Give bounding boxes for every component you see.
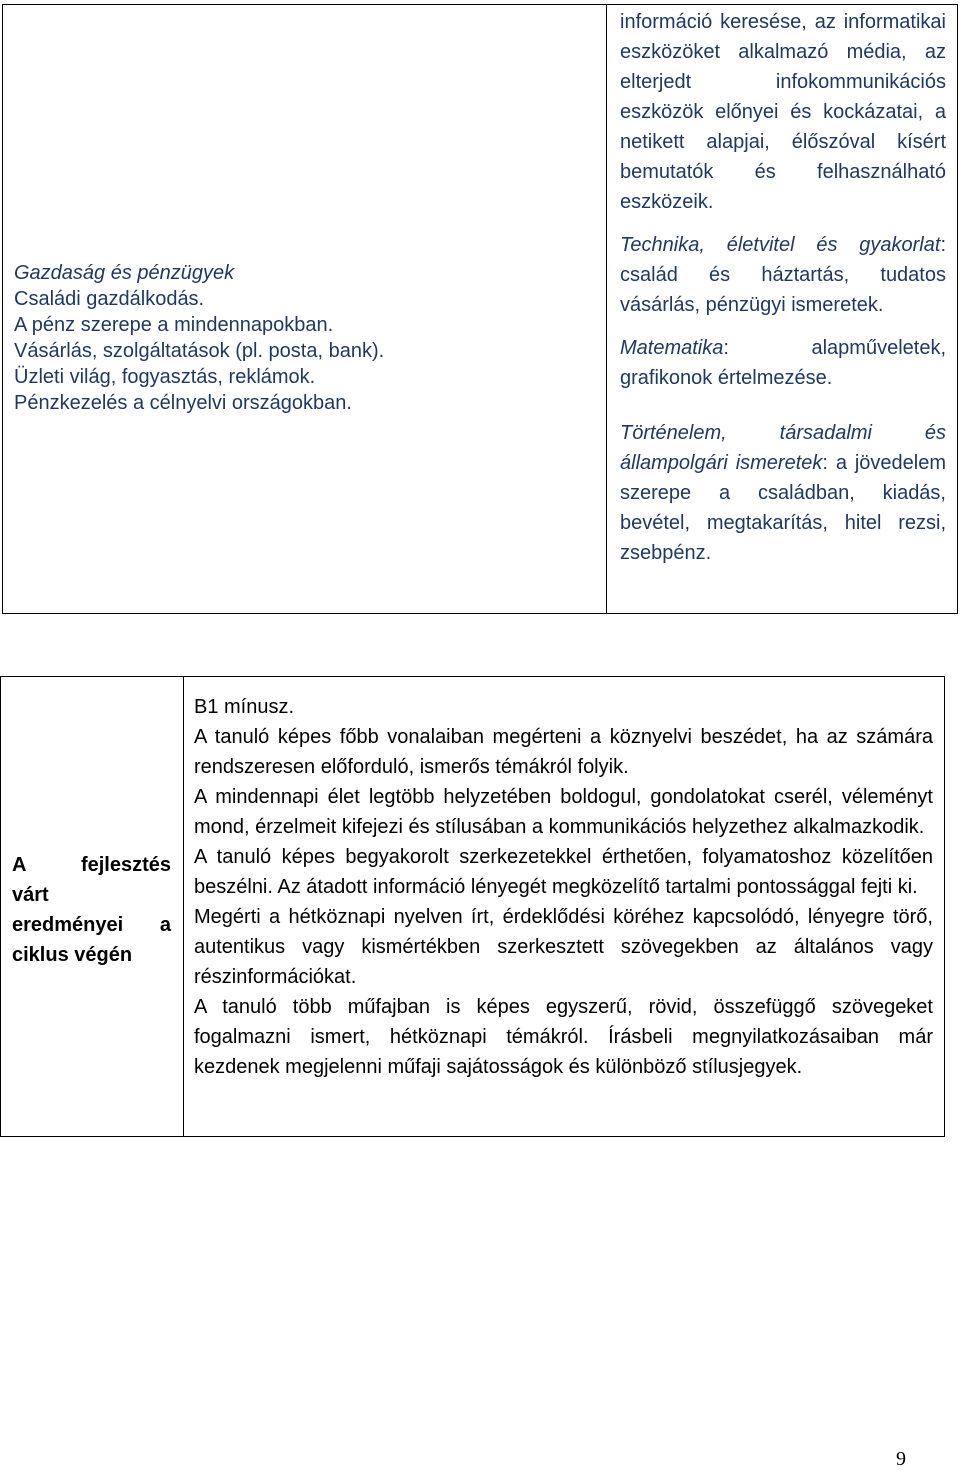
outcome-paragraph: A tanuló több műfajban is képes egyszerű, rövid, összefüggő szövegeket fogalmazni ismert, hétköznapi témákról. Írásbeli megnyilatkozásaiban már kezdenek megjelenni műfaji sajátosságok és különböző stílusjegyek. (194, 996, 933, 1078)
outcome-paragraph: Megérti a hétköznapi nyelven írt, érdeklődési köréhez kapcsolódó, lényegre törő, autentikus vagy kismértékben szerkesztett szövegekben az általános vagy részinformációkat. (194, 906, 933, 988)
link-technika (620, 230, 946, 320)
page-number: 9 (896, 1448, 906, 1470)
outcomes-text (194, 692, 933, 1082)
link-subject: Történelem, társadalmi és állampolgári ismeretek (620, 422, 946, 474)
topic-line: Üzleti világ, fogyasztás, reklámok. (14, 366, 316, 388)
topic-heading: Gazdaság és pénzügyek (14, 262, 235, 284)
link-matematika (620, 333, 946, 393)
outcome-paragraph: B1 mínusz. (194, 696, 295, 718)
link-subject: Matematika (620, 337, 724, 359)
link-text: : család és háztartás, tudatos vásárlás, pénzügyi ismeretek. (620, 234, 946, 316)
outcome-paragraph: A tanuló képes begyakorolt szerkezetekkel érthetően, folyamatoshoz közelítően beszélni. Az átadott információ lényegét megközelítő tartalmi pontossággal fejti ki. (194, 846, 933, 898)
label-line: A fejlesztés (12, 854, 171, 876)
topic-line: Vásárlás, szolgáltatások (pl. posta, bank). (14, 340, 385, 362)
label-line: ciklus végén (12, 944, 133, 966)
outcome-paragraph: A mindennapi élet legtöbb helyzetében boldogul, gondolatokat cserél, véleményt mond, érzelmeit kifejezi és stílusában a kommunikációs helyzethez alkalmazkodik. (194, 786, 933, 838)
link-text: : alapműveletek, grafikonok értelmezése. (620, 337, 946, 389)
topic-block (14, 260, 394, 416)
topic-line: Családi gazdálkodás. (14, 288, 205, 310)
topic-line: Pénzkezelés a célnyelvi országokban. (14, 392, 352, 414)
link-subject: Technika, életvitel és gyakorlat (620, 234, 941, 256)
outcome-paragraph: A tanuló képes főbb vonalaiban megérteni a köznyelvi beszédet, ha az számára rendszeresen előforduló, ismerős témákról folyik. (194, 726, 933, 778)
cross-curricular-links (620, 7, 946, 581)
link-tortenelem (620, 418, 946, 568)
label-line: várt (12, 884, 49, 906)
topic-line: A pénz szerepe a mindennapokban. (14, 314, 334, 336)
links-intro: információ keresése, az informatikai eszközöket alkalmazó média, az elterjedt infokommunikációs eszközök előnyei és kockázatai, a netikett alapjai, élőszóval kísért bemutatók és felhasználható eszközeik. (620, 11, 946, 213)
link-text: : a jövedelem szerepe a családban, kiadás, bevétel, megtakarítás, hitel rezsi, zsebpénz. (620, 452, 946, 564)
label-line: eredményei a (12, 914, 171, 936)
outcomes-label (12, 850, 171, 970)
